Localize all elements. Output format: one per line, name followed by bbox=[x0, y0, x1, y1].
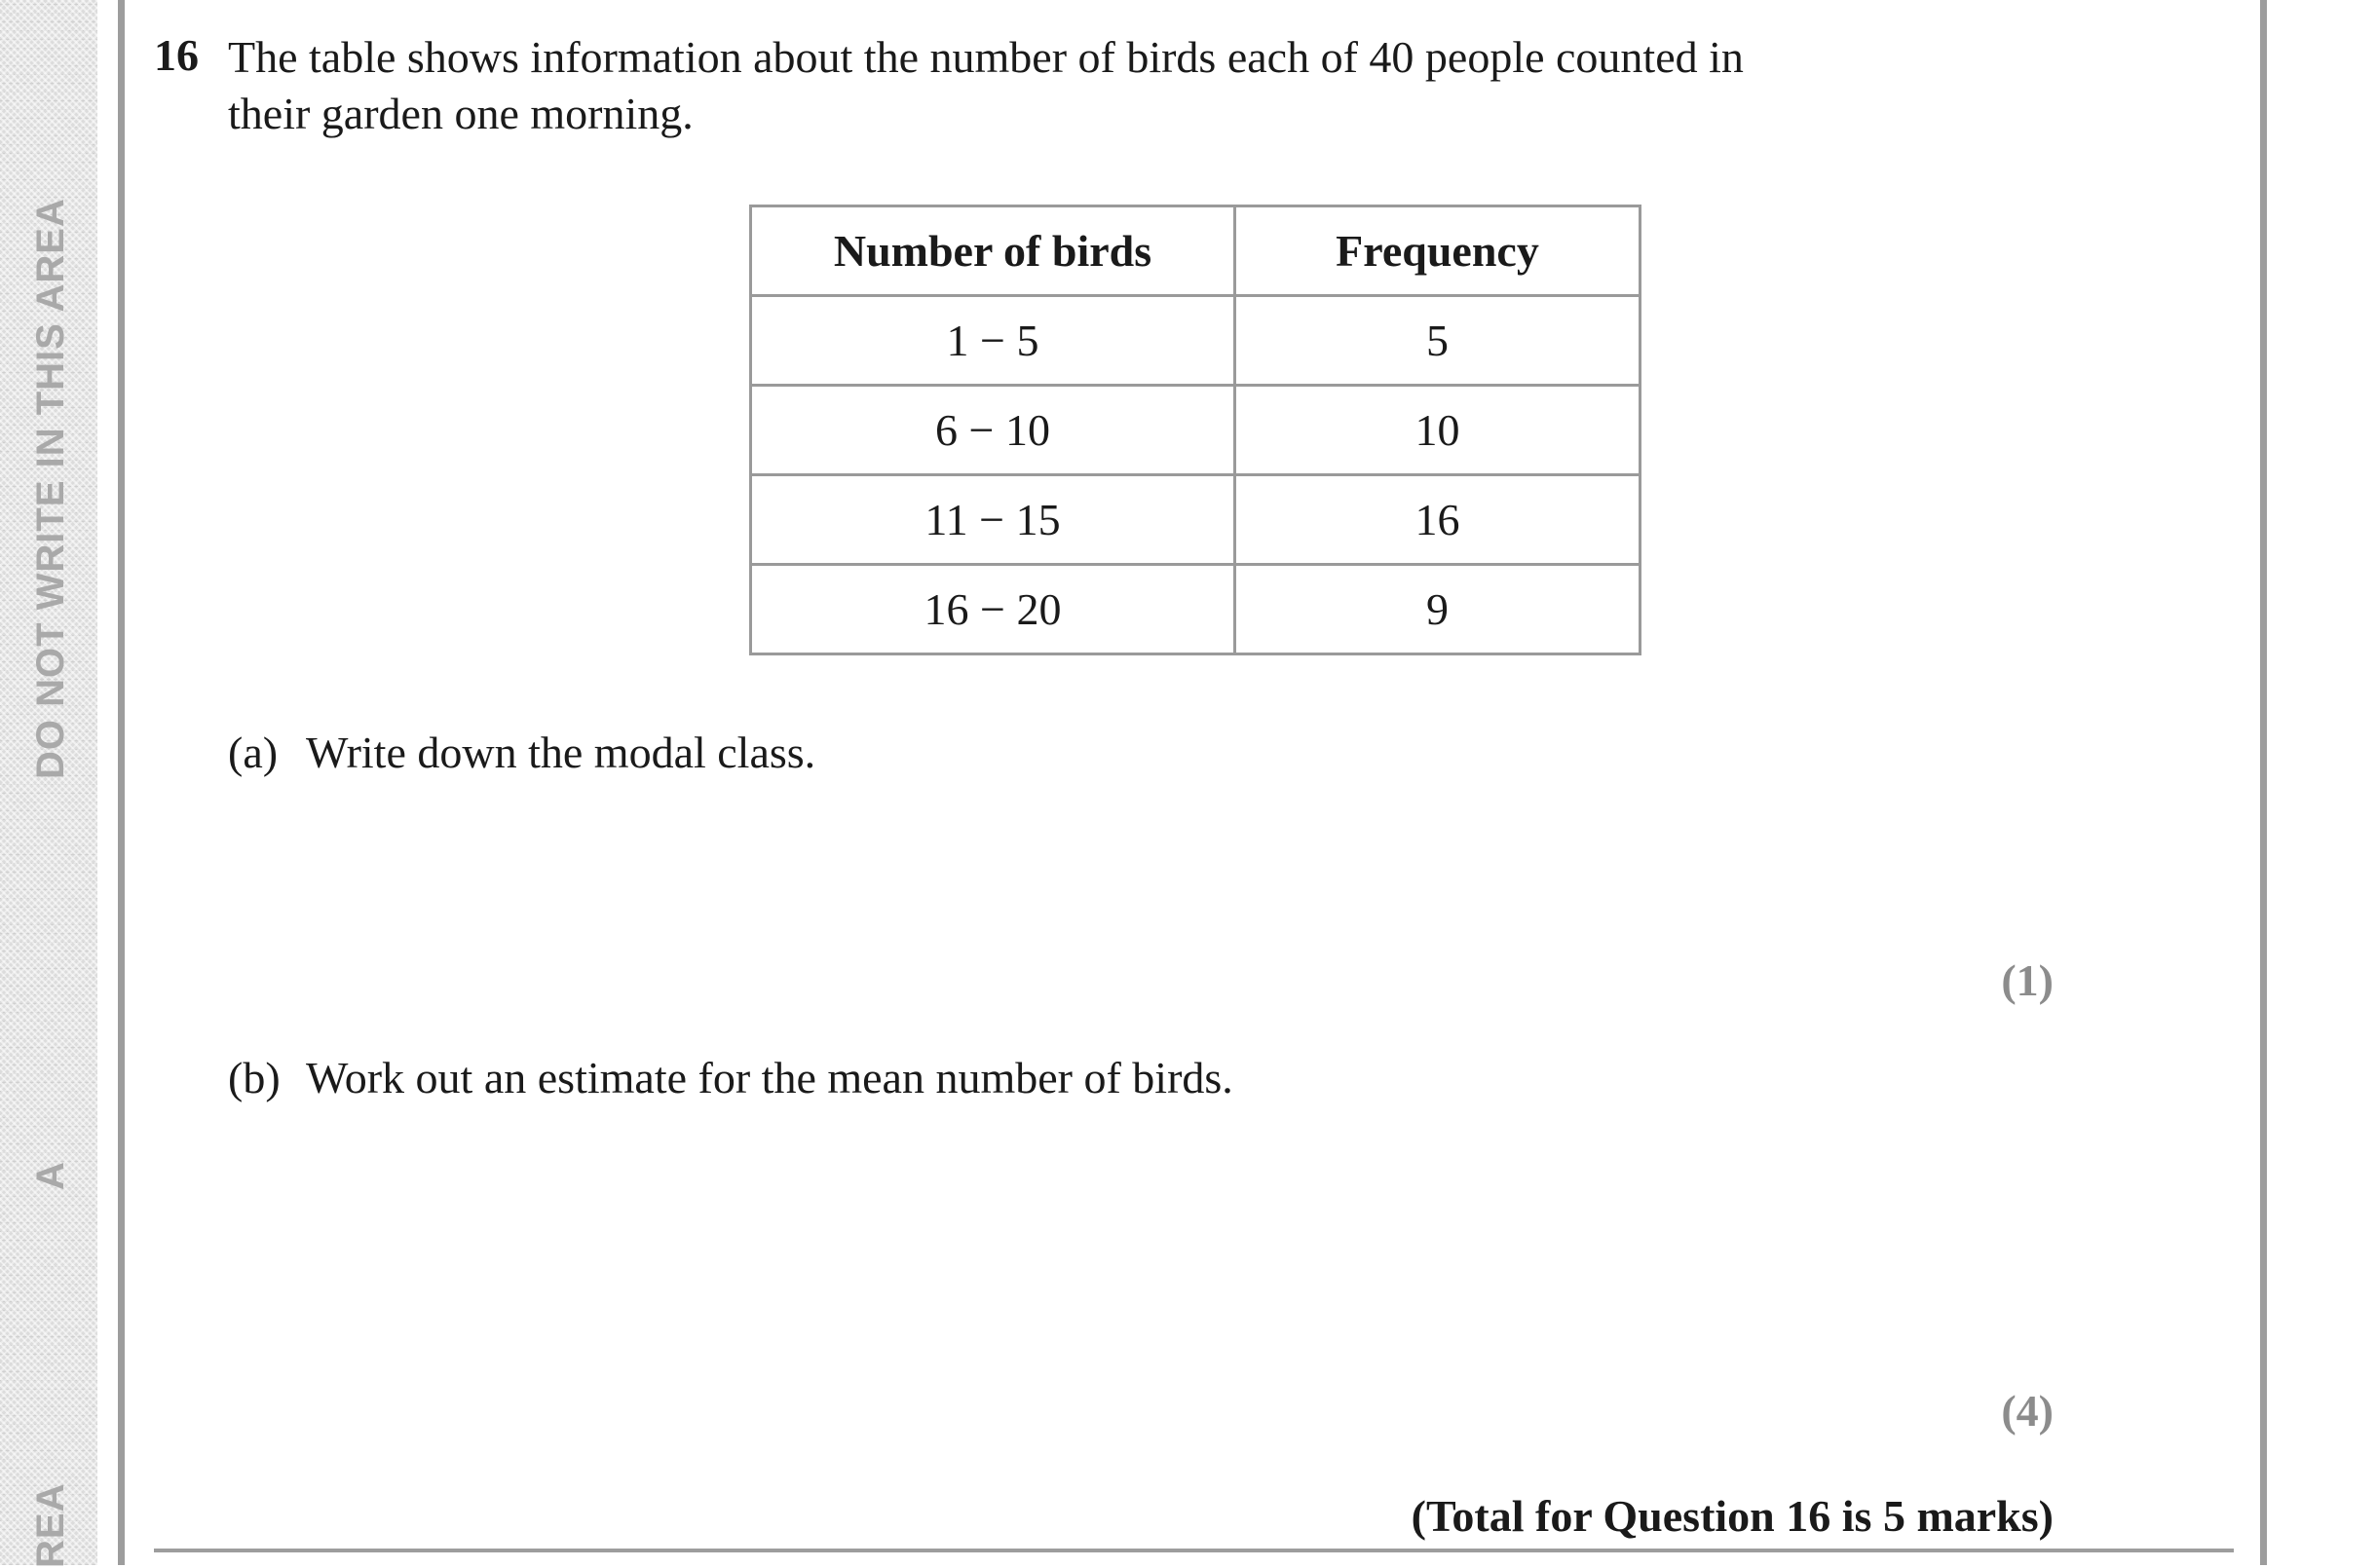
part-b-marks: (4) bbox=[2001, 1386, 2054, 1436]
question-stem bbox=[228, 29, 1981, 142]
part-b bbox=[228, 1050, 1233, 1106]
question-number: 16 bbox=[154, 30, 199, 80]
frequency-table bbox=[749, 205, 1641, 655]
table-cell: 9 bbox=[1235, 565, 1641, 654]
table-cell: 11 − 15 bbox=[751, 475, 1235, 565]
margin-warning-text: DO NOT WRITE IN THIS AREA bbox=[29, 198, 72, 779]
part-text: Work out an estimate for the mean number of birds. bbox=[306, 1053, 1233, 1102]
table-header: Number of birds bbox=[751, 206, 1235, 296]
stem-line: their garden one morning. bbox=[228, 89, 694, 138]
stem-line: The table shows information about the number of birds each of 40 people counted in bbox=[228, 32, 1744, 82]
table-cell: 10 bbox=[1235, 386, 1641, 475]
right-rule bbox=[2260, 0, 2267, 1565]
table-cell: 5 bbox=[1235, 296, 1641, 386]
table-row bbox=[751, 475, 1641, 565]
table-header: Frequency bbox=[1235, 206, 1641, 296]
table-row bbox=[751, 386, 1641, 475]
bottom-rule bbox=[154, 1549, 2234, 1552]
table-cell: 6 − 10 bbox=[751, 386, 1235, 475]
part-a-marks: (1) bbox=[2001, 955, 2054, 1005]
margin-warning-text: REA bbox=[29, 1482, 72, 1568]
table-header-row bbox=[751, 206, 1641, 296]
table-row bbox=[751, 296, 1641, 386]
margin-warning-text: A bbox=[29, 1161, 72, 1190]
part-text: Write down the modal class. bbox=[306, 728, 816, 777]
margin-rule bbox=[118, 0, 125, 1565]
table-cell: 16 bbox=[1235, 475, 1641, 565]
part-a bbox=[228, 725, 815, 781]
part-label: (a) bbox=[228, 728, 279, 777]
question-total: (Total for Question 16 is 5 marks) bbox=[1411, 1491, 2054, 1541]
table-row bbox=[751, 565, 1641, 654]
part-label: (b) bbox=[228, 1053, 281, 1102]
table-cell: 16 − 20 bbox=[751, 565, 1235, 654]
table-cell: 1 − 5 bbox=[751, 296, 1235, 386]
